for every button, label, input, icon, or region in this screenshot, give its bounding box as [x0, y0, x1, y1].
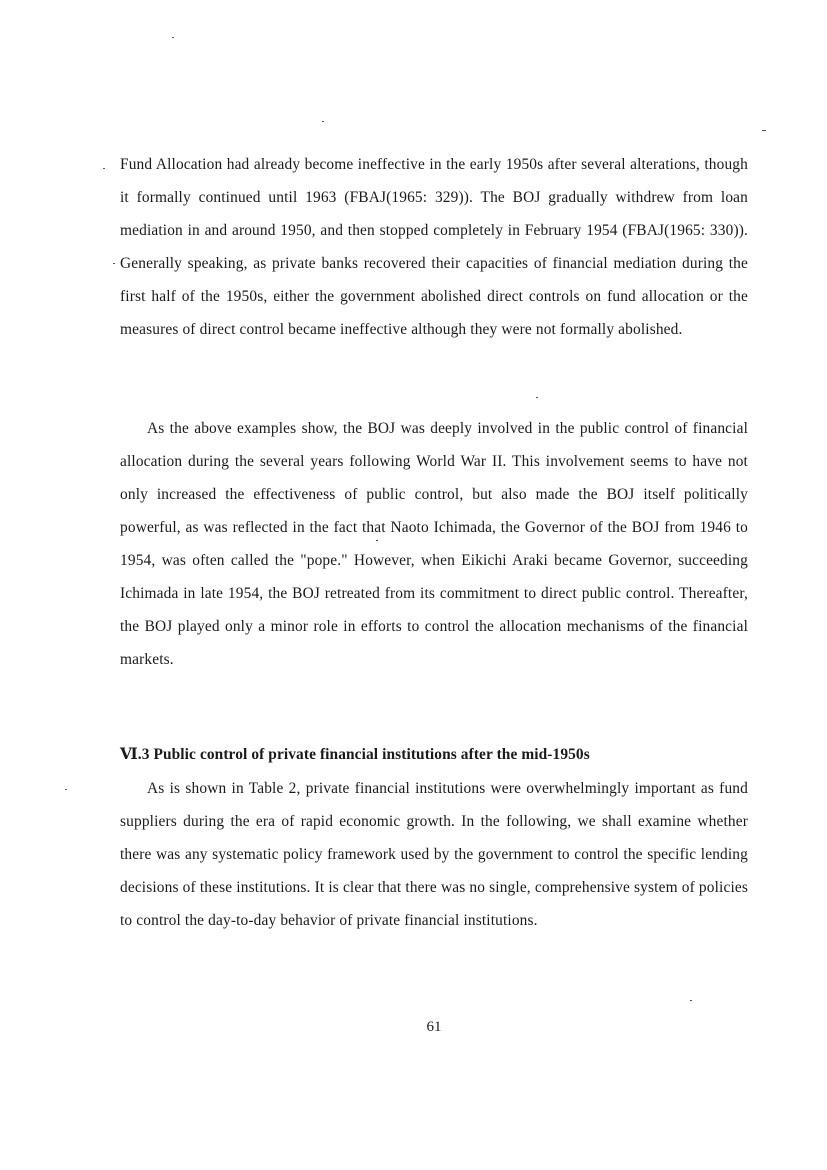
- paragraph-fund-allocation: Fund Allocation had already become ineffective in the early 1950s after several alterations, though it formally continued until 1963 (FBAJ(1965: 329)). The BOJ gradually withdrew from loan mediation in and around 1950, and then stopped completely in February 1954 (FBAJ(1965: 330)). Generally speaking, as private banks recovered their capacities of financial mediation during the first half of the 1950s, either the government abolished direct controls on fund allocation or the measures of direct control became ineffective although they were not formally abolished.: [120, 156, 748, 338]
- scan-speck: [172, 37, 174, 38]
- scan-speck: [113, 263, 115, 264]
- paragraph-boj-involvement: As the above examples show, the BOJ was deeply involved in the public control of financial allocation during the several years following World War II. This involvement seems to have not only increased the effectiveness of public control, but also made the BOJ itself politically powerful, as was reflected in the fact that Naoto Ichimada, the Governor of the BOJ from 1946 to 1954, was often called the "pope." However, when Eikichi Araki became Governor, succeeding Ichimada in late 1954, the BOJ retreated from its commitment to direct public control. Thereafter, the BOJ played only a minor role in efforts to control the allocation mechanisms of the financial markets.: [120, 420, 748, 668]
- page-number: 61: [426, 1019, 442, 1035]
- scan-speck: [376, 540, 378, 541]
- scan-speck: [322, 121, 324, 122]
- paragraph-private-institutions: As is shown in Table 2, private financial institutions were overwhelmingly important as fund suppliers during the era of rapid economic growth. In the following, we shall examine whether there was any systematic policy framework used by the government to control the specific lending decisions of these institutions. It is clear that there was no single, comprehensive system of policies to control the day-to-day behavior of private financial institutions.: [120, 780, 748, 929]
- section-heading: Ⅵ.3 Public control of private financial institutions after the mid-1950s: [120, 746, 590, 763]
- scan-speck: [762, 130, 766, 131]
- scan-speck: [65, 789, 67, 790]
- scan-speck: [536, 397, 538, 398]
- scan-speck: [103, 168, 105, 169]
- scan-speck: [690, 1000, 692, 1001]
